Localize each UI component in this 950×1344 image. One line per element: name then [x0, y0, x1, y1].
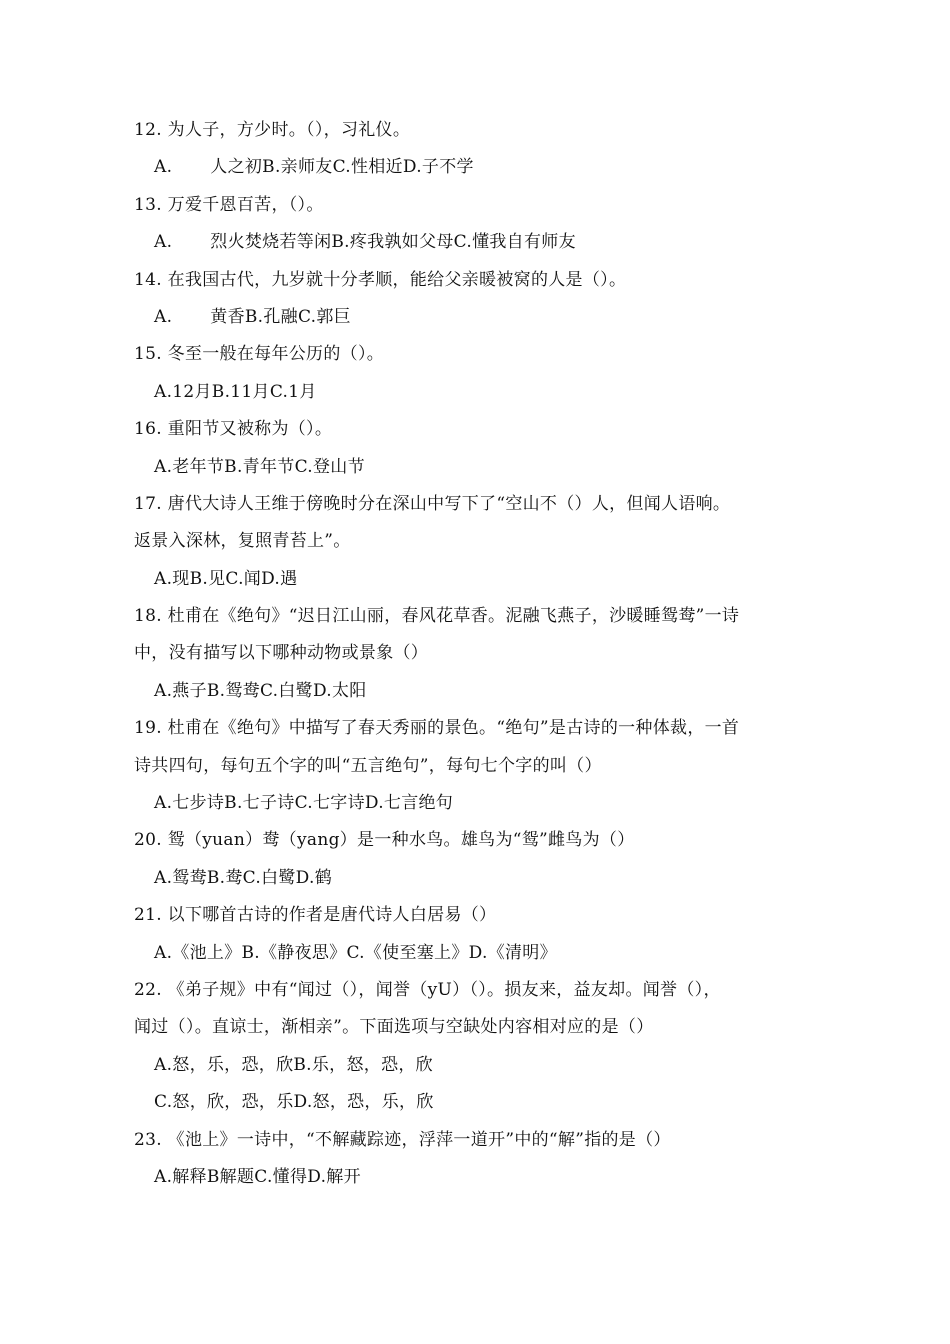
question-12: 12. 为人子，方少时。（），习礼仪。	[134, 120, 411, 140]
options-17: A.现B.见C.闻D.遇	[154, 568, 298, 589]
options-18: A.燕子B.鸳鸯C.白鹭D.太阳	[154, 680, 367, 701]
question-14: 14. 在我国古代，九岁就十分孝顺，能给父亲暖被窝的人是（）。	[134, 269, 627, 290]
option-text: 黄香B.孔融C.郭巨	[210, 306, 351, 327]
question-18-line1: 18. 杜甫在《绝句》“迟日江山丽，春风花草香。泥融飞燕子，沙暖睡鸳鸯”一诗	[134, 606, 740, 627]
question-17-line2: 返景入深林，复照青苔上”。	[134, 531, 351, 552]
question-22-line1: 22. 《弟子规》中有“闻过（），闻誉（yU）（）。损友来，益友却。闻誉（），	[134, 979, 721, 1000]
options-16: A.老年节B.青年节C.登山节	[154, 456, 365, 477]
question-19-line1: 19. 杜甫在《绝句》中描写了春天秀丽的景色。“绝句”是古诗的一种体裁，一首	[134, 718, 740, 739]
option-text: 烈火焚烧若等闲B.疼我孰如父母C.懂我自有师友	[210, 232, 576, 253]
options-13	[134, 224, 824, 261]
options-12	[134, 149, 824, 186]
options-22-line1: A.怒，乐，恐，欣B.乐，怒，恐，欣	[154, 1054, 433, 1075]
option-prefix: A.	[154, 232, 173, 253]
option-prefix: A.	[154, 157, 173, 178]
question-16: 16. 重阳节又被称为（）。	[134, 419, 333, 440]
options-21: A.《池上》B.《静夜思》C.《使至塞上》D.《清明》	[154, 942, 557, 963]
question-list	[134, 112, 824, 1196]
options-20: A.鸳鸯B.鸯C.白鹭D.鹤	[154, 867, 333, 888]
question-19-line2: 诗共四句，每句五个字的叫“五言绝句”，每句七个字的叫（）	[134, 755, 602, 776]
option-prefix: A.	[154, 306, 173, 327]
options-23: A.解释B解题C.懂得D.解开	[154, 1166, 361, 1187]
question-20: 20. 鸳（yuan）鸯（yang）是一种水鸟。雄鸟为“鸳”雌鸟为（）	[134, 830, 635, 851]
question-17-line1: 17. 唐代大诗人王维于傍晚时分在深山中写下了“空山不（）人，但闻人语响。	[134, 493, 731, 514]
question-15: 15. 冬至一般在每年公历的（）。	[134, 344, 385, 365]
question-23: 23. 《池上》一诗中，“不解藏踪迹，浮萍一道开”中的“解”指的是（）	[134, 1129, 671, 1150]
options-22-line2: C.怒，欣，恐，乐D.怒，恐，乐，欣	[154, 1092, 434, 1113]
question-13: 13. 万爱千恩百苦，（）。	[134, 194, 324, 215]
question-22-line2: 闻过（）。直谅士，渐相亲”。下面选项与空缺处内容相对应的是（）	[134, 1017, 654, 1038]
question-21: 21. 以下哪首古诗的作者是唐代诗人白居易（）	[134, 905, 497, 926]
options-14	[134, 299, 824, 336]
options-15: A.12月B.11月C.1月	[154, 381, 317, 402]
option-text: 人之初B.亲师友C.性相近D.子不学	[210, 157, 474, 178]
question-18-line2: 中，没有描写以下哪种动物或景象（）	[134, 643, 429, 664]
options-19: A.七步诗B.七子诗C.七字诗D.七言绝句	[154, 793, 454, 814]
